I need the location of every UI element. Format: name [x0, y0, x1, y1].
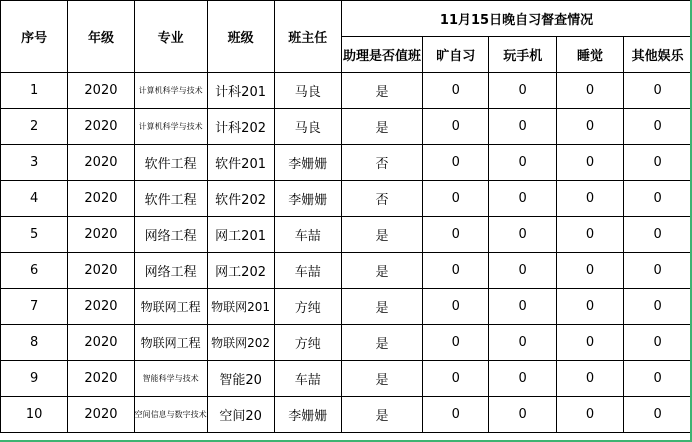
table-row: [1, 289, 692, 325]
cell-phone: 0: [489, 289, 556, 325]
cell-phone: 0: [489, 253, 556, 289]
cell-other: 0: [624, 397, 692, 433]
cell-truant: 0: [422, 361, 489, 397]
cell-no: 9: [1, 361, 68, 397]
cell-grade: 2020: [68, 145, 134, 181]
cell-teacher: 方纯: [274, 325, 341, 361]
cell-truant: 0: [422, 145, 489, 181]
header-other: 其他娱乐: [624, 37, 692, 73]
cell-assistant: 是: [342, 289, 423, 325]
cell-major: 空间信息与数字技术: [134, 397, 207, 433]
cell-no: 2: [1, 109, 68, 145]
header-assistant: 助理是否值班: [342, 37, 423, 73]
cell-assistant: 是: [342, 73, 423, 109]
cell-grade: 2020: [68, 325, 134, 361]
cell-teacher: 车喆: [274, 253, 341, 289]
cell-truant: 0: [422, 109, 489, 145]
cell-phone: 0: [489, 145, 556, 181]
cell-teacher: 李姗姗: [274, 397, 341, 433]
cell-major: 软件工程: [134, 145, 207, 181]
cell-grade: 2020: [68, 397, 134, 433]
cell-teacher: 李姗姗: [274, 181, 341, 217]
cell-major: 计算机科学与技术: [134, 73, 207, 109]
cell-grade: 2020: [68, 181, 134, 217]
cell-grade: 2020: [68, 109, 134, 145]
table-body: [1, 73, 692, 433]
cell-truant: 0: [422, 325, 489, 361]
cell-phone: 0: [489, 361, 556, 397]
cell-sleep: 0: [556, 109, 623, 145]
cell-grade: 2020: [68, 361, 134, 397]
cell-major: 物联网工程: [134, 325, 207, 361]
cell-teacher: 方纯: [274, 289, 341, 325]
header-major: 专业: [134, 1, 207, 73]
cell-assistant: 是: [342, 325, 423, 361]
cell-no: 5: [1, 217, 68, 253]
cell-major: 软件工程: [134, 181, 207, 217]
cell-class: 空间20: [207, 397, 274, 433]
cell-assistant: 否: [342, 181, 423, 217]
cell-truant: 0: [422, 289, 489, 325]
table-row: [1, 325, 692, 361]
table-row: [1, 181, 692, 217]
cell-phone: 0: [489, 217, 556, 253]
cell-sleep: 0: [556, 253, 623, 289]
cell-no: 4: [1, 181, 68, 217]
cell-assistant: 是: [342, 217, 423, 253]
cell-teacher: 车喆: [274, 361, 341, 397]
cell-grade: 2020: [68, 253, 134, 289]
cell-sleep: 0: [556, 145, 623, 181]
table-row: [1, 253, 692, 289]
cell-major: 计算机科学与技术: [134, 109, 207, 145]
table-row: [1, 217, 692, 253]
header-sleep: 睡觉: [556, 37, 623, 73]
cell-phone: 0: [489, 73, 556, 109]
cell-class: 计科201: [207, 73, 274, 109]
cell-other: 0: [624, 361, 692, 397]
cell-teacher: 马良: [274, 73, 341, 109]
cell-no: 3: [1, 145, 68, 181]
cell-major: 智能科学与技术: [134, 361, 207, 397]
cell-teacher: 车喆: [274, 217, 341, 253]
cell-truant: 0: [422, 217, 489, 253]
cell-major: 网络工程: [134, 253, 207, 289]
cell-sleep: 0: [556, 325, 623, 361]
header-no: 序号: [1, 1, 68, 73]
cell-assistant: 是: [342, 253, 423, 289]
header-phone: 玩手机: [489, 37, 556, 73]
cell-other: 0: [624, 217, 692, 253]
cell-class: 计科202: [207, 109, 274, 145]
header-grade: 年级: [68, 1, 134, 73]
cell-truant: 0: [422, 253, 489, 289]
cell-other: 0: [624, 181, 692, 217]
cell-no: 8: [1, 325, 68, 361]
cell-phone: 0: [489, 109, 556, 145]
cell-truant: 0: [422, 181, 489, 217]
header-teacher: 班主任: [274, 1, 341, 73]
cell-class: 网工202: [207, 253, 274, 289]
cell-no: 10: [1, 397, 68, 433]
cell-other: 0: [624, 109, 692, 145]
cell-sleep: 0: [556, 397, 623, 433]
cell-class: 物联网201: [207, 289, 274, 325]
table-row: [1, 397, 692, 433]
cell-other: 0: [624, 325, 692, 361]
cell-phone: 0: [489, 397, 556, 433]
header-group-title: 11月15日晚自习督查情况: [342, 1, 692, 37]
cell-no: 6: [1, 253, 68, 289]
table-row: [1, 145, 692, 181]
cell-truant: 0: [422, 73, 489, 109]
cell-assistant: 否: [342, 145, 423, 181]
header-class: 班级: [207, 1, 274, 73]
cell-grade: 2020: [68, 289, 134, 325]
cell-assistant: 是: [342, 397, 423, 433]
cell-truant: 0: [422, 397, 489, 433]
table-row: [1, 73, 692, 109]
cell-major: 物联网工程: [134, 289, 207, 325]
cell-class: 软件201: [207, 145, 274, 181]
cell-class: 软件202: [207, 181, 274, 217]
cell-major: 网络工程: [134, 217, 207, 253]
cell-other: 0: [624, 253, 692, 289]
header-truant: 旷自习: [422, 37, 489, 73]
cell-other: 0: [624, 289, 692, 325]
cell-sleep: 0: [556, 361, 623, 397]
cell-class: 网工201: [207, 217, 274, 253]
cell-assistant: 是: [342, 109, 423, 145]
cell-phone: 0: [489, 181, 556, 217]
cell-sleep: 0: [556, 181, 623, 217]
cell-class: 智能20: [207, 361, 274, 397]
cell-grade: 2020: [68, 73, 134, 109]
cell-no: 1: [1, 73, 68, 109]
cell-no: 7: [1, 289, 68, 325]
cell-sleep: 0: [556, 73, 623, 109]
table-row: [1, 361, 692, 397]
cell-other: 0: [624, 73, 692, 109]
cell-class: 物联网202: [207, 325, 274, 361]
cell-phone: 0: [489, 325, 556, 361]
cell-sleep: 0: [556, 217, 623, 253]
cell-assistant: 是: [342, 361, 423, 397]
cell-sleep: 0: [556, 289, 623, 325]
cell-other: 0: [624, 145, 692, 181]
cell-teacher: 马良: [274, 109, 341, 145]
table-row: [1, 109, 692, 145]
cell-teacher: 李姗姗: [274, 145, 341, 181]
cell-grade: 2020: [68, 217, 134, 253]
